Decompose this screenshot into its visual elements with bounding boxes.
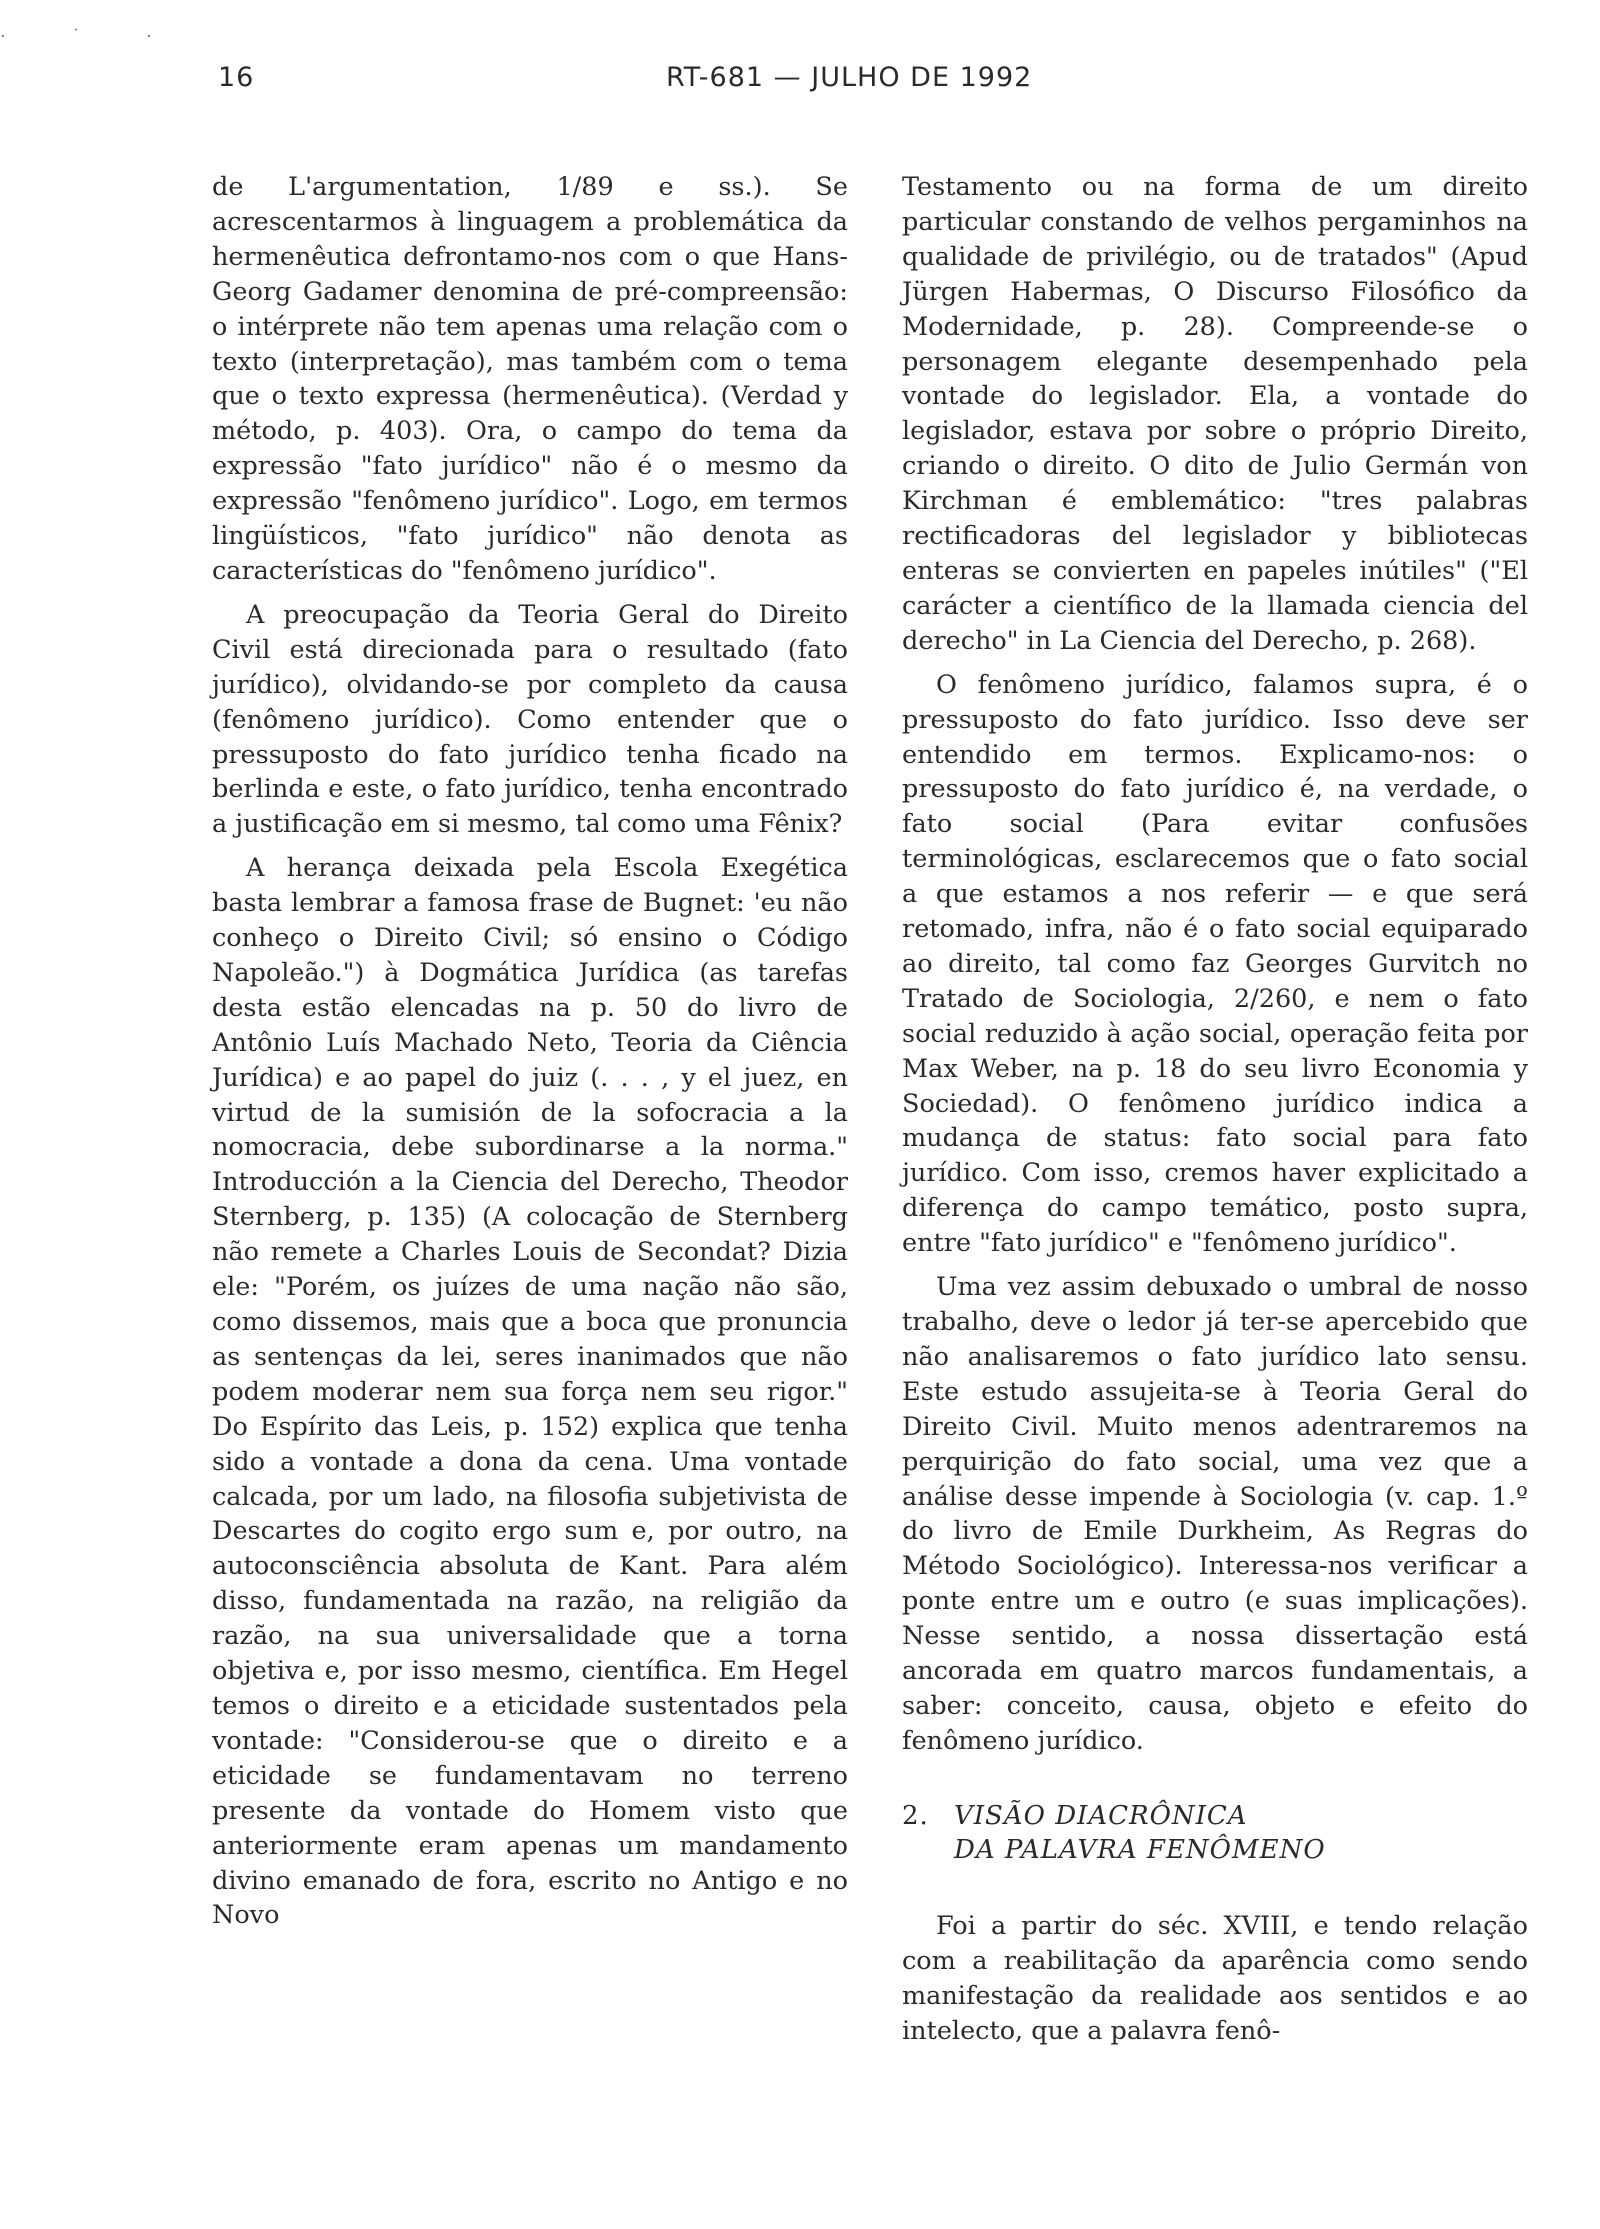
page-number: 16 xyxy=(218,62,255,93)
section-heading xyxy=(902,1799,1528,1867)
section-title-line1: VISÃO DIACRÔNICA xyxy=(954,1800,1248,1831)
paragraph: O fenômeno jurídico, falamos supra, é o pressuposto do fato jurídico. Isso deve ser entendido em termos. Explicamo-nos: o pressuposto do fato jurídico é, na verdade, o fato social (Para evitar confusões terminológicas, esclarecemos que o fato social a que estamos a nos referir — e que será retomado, infra, não é o fato social equiparado ao direito, tal como faz Georges Gurvitch no Tratado de Sociologia, 2/260, e nem o fato social reduzido à ação social, operação feita por Max Weber, na p. 18 do seu livro Economia y Sociedad). O fenômeno jurídico indica a mudança de status: fato social para fato jurídico. Com isso, cremos haver explicitado a diferença do campo temático, posto supra, entre "fato jurídico" e "fenômeno jurídico". xyxy=(902,669,1528,1259)
left-column xyxy=(212,170,848,1942)
page-header xyxy=(0,62,1600,102)
right-column xyxy=(902,170,1528,2057)
paragraph: A preocupação da Teoria Geral do Direito Civil está direcionada para o resultado (fato jurídico), olvidando-se por completo da causa (fenômeno jurídico). Como entender que o pressuposto do fato jurídico tenha ficado na berlinda e este, o fato jurídico, tenha encontrado a justificação em si mesmo, tal como uma Fênix? xyxy=(212,599,848,840)
paragraph: A herança deixada pela Escola Exegética basta lembrar a famosa frase de Bugnet: 'eu não conheço o Direito Civil; só ensino o Código Napoleão.") à Dogmática Jurídica (as tarefas desta estão elencadas na p. 50 do livro de Antônio Luís Machado Neto, Teoria da Ciência Jurídica) e ao papel do juiz (. . . , y el juez, en virtud de la sumisión de la sofocracia a la nomocracia, debe subordinarse a la norma." Introducción a la Ciencia del Derecho, Theodor Sternberg, p. 135) (A colocação de Sternberg não remete a Charles Louis de Secondat? Dizia ele: "Porém, os juízes de uma nação não são, como dissemos, mais que a boca que pronuncia as sentenças da lei, seres inanimados que não podem moderar nem sua força nem seu rigor." Do Espírito das Leis, p. 152) explica que tenha sido a vontade a dona da cena. Uma vontade calcada, por um lado, na filosofia subjetivista de Descartes do cogito ergo sum e, por outro, na autoconsciência absoluta de Kant. Para além disso, fundamentada na razão, na religião da razão, na sua universalidade que a torna objetiva e, por isso mesmo, científica. Em Hegel temos o direito e a eticidade sustentados pela vontade: "Considerou-se que o direito e a eticidade se fundamentavam no terreno presente da vontade do Homem visto que anteriormente eram apenas um mandamento divino emanado de fora, escrito no Antigo e no Novo xyxy=(212,853,848,1931)
section-number: 2. xyxy=(902,1800,929,1831)
paragraph: Testamento ou na forma de um direito particular constando de velhos pergaminhos na qualidade de privilégio, ou de tratados" (Apud Jürgen Habermas, O Discurso Filosófico da Modernidade, p. 28). Compreende-se o personagem elegante desempenhado pela vontade do legislador. Ela, a vontade do legislador, estava por sobre o próprio Direito, criando o direito. O dito de Julio Germán von Kirchman é emblemático: "tres palabras rectificadoras del legislador y bibliotecas enteras se convierten en papeles inútiles" ("El carácter a científico de la llamada ciencia del derecho" in La Ciencia del Derecho, p. 268). xyxy=(902,172,1528,656)
paragraph: Uma vez assim debuxado o umbral de nosso trabalho, deve o ledor já ter-se apercebido que não analisaremos o fato jurídico lato sensu. Este estudo assujeita-se à Teoria Geral do Direito Civil. Muito menos adentraremos na perquirição do fato social, uma vez que a análise desse impende à Sociologia (v. cap. 1.º do livro de Emile Durkheim, As Regras do Método Sociológico). Interessa-nos verificar a ponte entre um e outro (e suas implicações). Nesse sentido, a nossa dissertação está ancorada em quatro marcos fundamentais, a saber: conceito, causa, objeto e efeito do fenômeno jurídico. xyxy=(902,1272,1528,1756)
section-title-line2: DA PALAVRA FENÔMENO xyxy=(954,1834,1326,1865)
running-title: RT-681 — JULHO DE 1992 xyxy=(666,62,1033,93)
scan-specks: · ˙ · xyxy=(0,26,182,47)
paragraph: Foi a partir do séc. XVIII, e tendo relação com a reabilitação da aparência como sendo manifestação da realidade aos sentidos e ao intelecto, que a palavra fenô- xyxy=(902,1910,1528,2046)
paragraph: de L'argumentation, 1/89 e ss.). Se acrescentarmos à linguagem a problemática da hermenêutica defrontamo-nos com o que Hans-Georg Gadamer denomina de pré-compreensão: o intérprete não tem apenas uma relação com o texto (interpretação), mas também com o tema que o texto expressa (hermenêutica). (Verdad y método, p. 403). Ora, o campo do tema da expressão "fato jurídico" não é o mesmo da expressão "fenômeno jurídico". Logo, em termos lingüísticos, "fato jurídico" não denota as características do "fenômeno jurídico". xyxy=(212,172,848,586)
